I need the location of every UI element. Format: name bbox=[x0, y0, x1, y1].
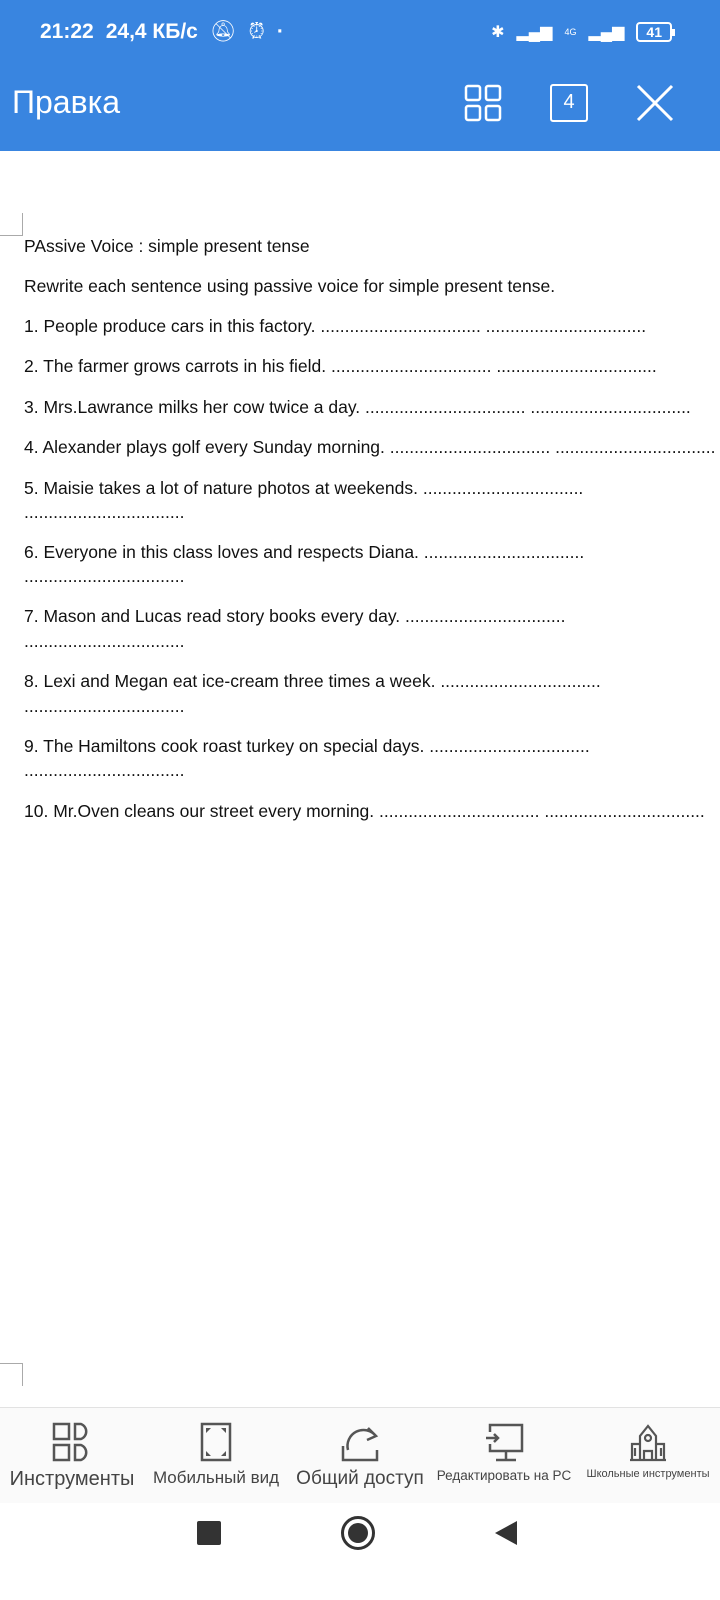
page-count-button[interactable]: 4 bbox=[550, 84, 588, 122]
system-navigation-bar bbox=[0, 1503, 720, 1600]
school-tools-label: Школьные инструменты bbox=[586, 1468, 710, 1480]
battery-icon: 41 bbox=[636, 22, 672, 42]
sentence-2: 2. The farmer grows carrots in his field. ................................. ................................. bbox=[24, 356, 657, 376]
school-tools-button[interactable] bbox=[576, 1408, 720, 1503]
home-icon bbox=[348, 1523, 368, 1543]
sentence-10: 10. Mr.Oven cleans our street every morning. ................................. ................................. bbox=[24, 801, 705, 821]
back-button[interactable] bbox=[494, 1520, 518, 1546]
sentence-6: 6. Everyone in this class loves and respects Diana. ................................. bbox=[24, 542, 585, 562]
share-icon bbox=[340, 1422, 380, 1462]
mobile-view-label: Мобильный вид bbox=[152, 1468, 280, 1487]
sentence-5: 5. Maisie takes a lot of nature photos at weekends. ................................. bbox=[24, 478, 584, 498]
answer-line-6: ................................. bbox=[24, 566, 185, 586]
bottom-toolbar bbox=[0, 1407, 720, 1503]
page-corner-mark bbox=[0, 213, 23, 236]
signal-icon: ▂▄▆ bbox=[516, 24, 553, 41]
sentence-4: 4. Alexander plays golf every Sunday morning. ................................. ................................. bbox=[24, 437, 716, 457]
document-page bbox=[0, 151, 720, 1407]
answer-line-5: ................................. bbox=[24, 502, 185, 522]
sentence-3: 3. Mrs.Lawrance milks her cow twice a day. ................................. ................................. bbox=[24, 397, 691, 417]
network-label: 4G bbox=[564, 27, 577, 37]
tools-label: Инструменты bbox=[9, 1468, 135, 1490]
signal-icon-2: ▂▄▆ bbox=[588, 24, 625, 41]
edit-on-pc-label: Редактировать на PC bbox=[436, 1468, 572, 1483]
sentence-1: 1. People produce cars in this factory. ................................. ................................. bbox=[24, 316, 647, 336]
close-icon[interactable] bbox=[636, 84, 674, 122]
tools-icon bbox=[52, 1422, 92, 1462]
alarm-icon: ⏰︎ bbox=[248, 20, 265, 43]
status-bar-right bbox=[491, 22, 672, 42]
answer-line-7: ................................. bbox=[24, 631, 185, 651]
bell-off-icon: 🔕︎ bbox=[209, 20, 237, 43]
tools-button[interactable] bbox=[0, 1408, 144, 1503]
edit-on-pc-button[interactable] bbox=[432, 1408, 576, 1503]
app-header bbox=[0, 0, 720, 151]
status-time: 21:22 bbox=[40, 20, 94, 43]
status-speed: 24,4 КБ/с bbox=[105, 20, 198, 43]
home-button[interactable] bbox=[341, 1516, 375, 1550]
mobile-view-button[interactable] bbox=[144, 1408, 288, 1503]
status-bar-left bbox=[40, 20, 284, 44]
document-heading: PAssive Voice : simple present tense bbox=[24, 236, 310, 256]
instructions: Rewrite each sentence using passive voice for simple present tense. bbox=[24, 276, 556, 296]
page-corner-mark bbox=[0, 1363, 23, 1386]
page-title: Правка bbox=[12, 84, 121, 120]
sentence-9: 9. The Hamiltons cook roast turkey on special days. ................................. bbox=[24, 736, 590, 756]
share-button[interactable] bbox=[288, 1408, 432, 1503]
share-label: Общий доступ bbox=[296, 1468, 424, 1489]
bluetooth-icon: ✱ bbox=[491, 24, 505, 41]
grid-icon[interactable] bbox=[464, 84, 502, 122]
recents-button[interactable] bbox=[197, 1521, 221, 1545]
answer-line-8: ................................. bbox=[24, 696, 185, 716]
school-icon bbox=[628, 1422, 668, 1462]
answer-line-9: ................................. bbox=[24, 760, 185, 780]
edit-on-pc-icon bbox=[484, 1422, 524, 1462]
sentence-7: 7. Mason and Lucas read story books every day. ................................. bbox=[24, 606, 566, 626]
sentence-8: 8. Lexi and Megan eat ice-cream three times a week. ................................. bbox=[24, 671, 601, 691]
mobile-view-icon bbox=[200, 1422, 232, 1462]
dot-icon: · bbox=[276, 20, 284, 43]
